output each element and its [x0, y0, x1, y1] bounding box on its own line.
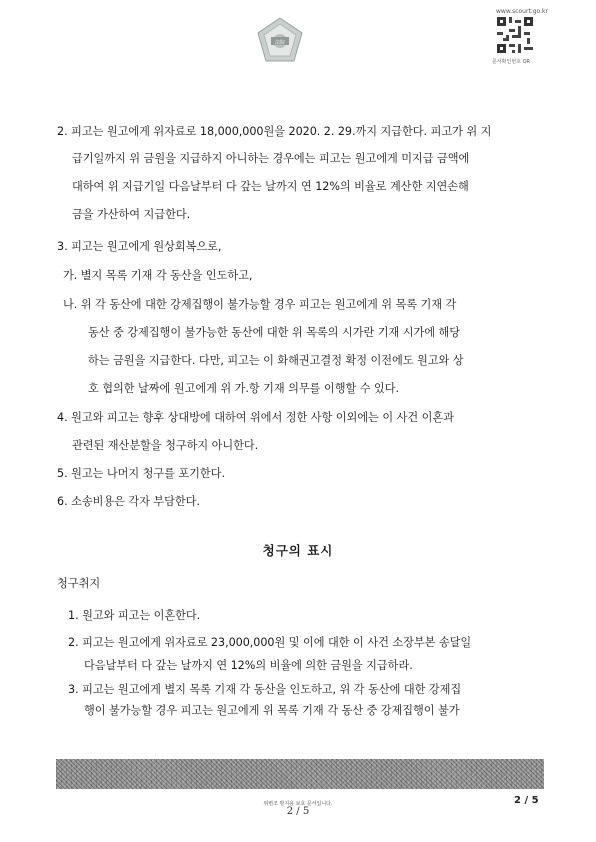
claim-item-3-line-1: 3. 피고는 원고에게 별지 목록 기재 각 동산을 인도하고, 위 각 동산에 대한 강제집	[68, 683, 462, 696]
item-3-na-line-4: 호 협의한 날짜에 원고에게 위 가.항 기재 의무를 이행할 수 있다.	[88, 382, 400, 395]
claim-subheading: 청구취지	[57, 577, 101, 590]
qr-code-icon	[497, 17, 533, 53]
item-2-line-2: 급기일까지 위 금원을 지급하지 아니하는 경우에는 피고는 원고에게 미지급 금액에	[72, 152, 470, 165]
item-3-na-line-2: 동산 중 강제집행이 불가능한 동산에 대한 위 목록의 시가란 기재 시가에 해당	[88, 326, 461, 339]
item-6: 6. 소송비용은 각자 부담한다.	[57, 495, 200, 508]
item-3-na-line-1: 나. 위 각 동산에 대한 강제집행이 불가능할 경우 피고는 원고에게 위 목록 기재 각	[63, 298, 457, 311]
item-3-ga: 가. 별지 목록 기재 각 동산을 인도하고,	[63, 269, 253, 282]
court-site-url: www.scourt.go.kr	[496, 8, 548, 15]
page-number-right: 2 / 5	[514, 795, 539, 806]
seal-label: 法院	[274, 40, 286, 46]
item-3-line-1: 3. 피고는 원고에게 원상회복으로,	[57, 240, 222, 253]
footer-notice: 위변조 방지용 보호 문서입니다.	[263, 801, 333, 807]
page-number-center: 2 / 5	[286, 806, 310, 817]
court-seal-emblem	[255, 16, 305, 64]
claim-item-2-line-2: 다음날부터 다 갚는 날까지 연 12%의 비율에 의한 금원을 지급하라.	[84, 659, 413, 672]
section-title: 청구의 표시	[262, 543, 334, 558]
item-2-line-1: 2. 피고는 원고에게 위자료로 18,000,000원을 2020. 2. 29.까지 지급한다. 피고가 위 지	[57, 125, 492, 138]
claim-item-2-line-1: 2. 피고는 원고에게 위자료로 23,000,000원 및 이에 대한 이 사건 소장부본 송달일	[68, 636, 472, 649]
item-4-line-2: 관련된 재산분할을 청구하지 아니한다.	[72, 439, 259, 452]
anti-forgery-pattern-band	[56, 759, 544, 789]
item-2-line-4: 금을 가산하여 지급한다.	[72, 208, 191, 221]
claim-item-3-line-2: 행이 불가능할 경우 피고는 원고에게 위 목록 기재 각 동산 중 강제집행이 불가	[84, 704, 460, 717]
item-4-line-1: 4. 원고와 피고는 향후 상대방에 대하여 위에서 정한 사항 이외에는 이 사건 이혼과	[57, 411, 454, 424]
qr-caption: 문서확인번호 QR	[492, 59, 530, 65]
claim-item-1: 1. 원고와 피고는 이혼한다.	[68, 609, 201, 622]
item-5: 5. 원고는 나머지 청구를 포기한다.	[57, 467, 225, 480]
item-3-na-line-3: 하는 금원을 지급한다. 다만, 피고는 이 화해권고결정 확정 이전에도 원고와 상	[88, 354, 464, 367]
item-2-line-3: 대하여 위 지급기일 다음날부터 다 갚는 날까지 연 12%의 비율로 계산한 지연손해	[72, 180, 469, 193]
